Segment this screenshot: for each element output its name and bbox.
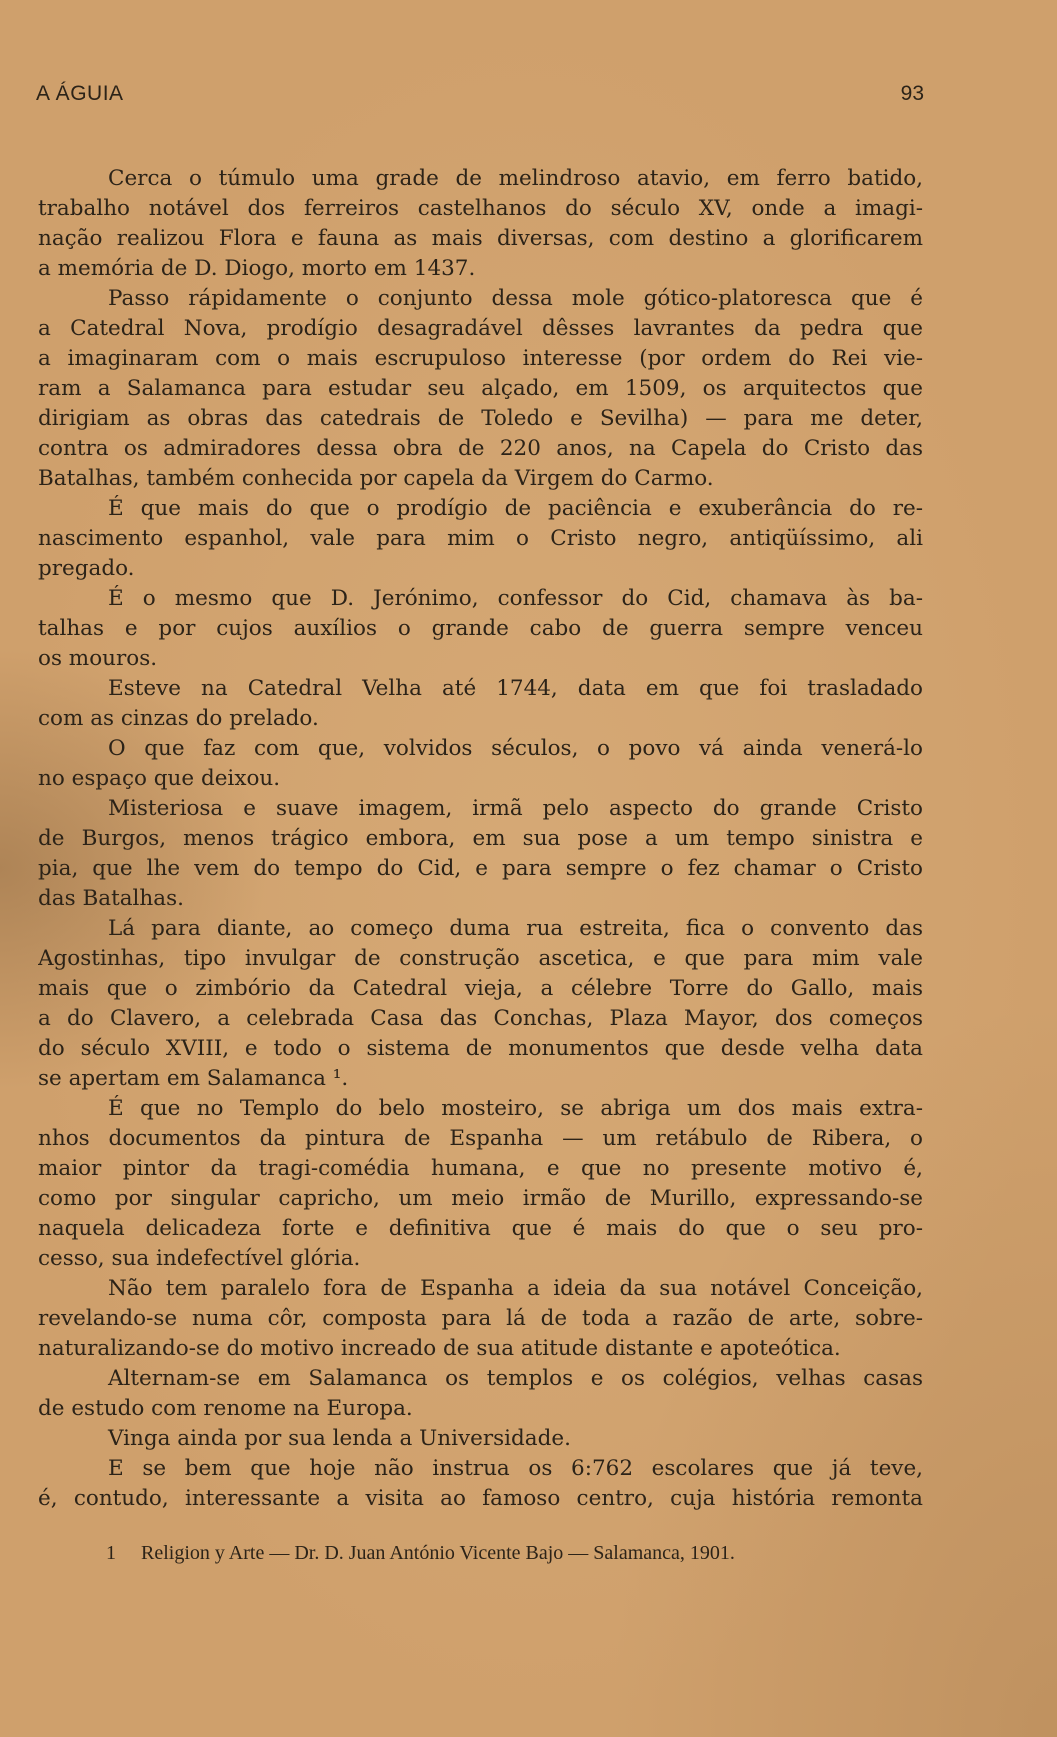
text-line: Lá para diante, ao começo duma rua estreita, fica o convento das xyxy=(108,916,923,941)
text-line: trabalho notável dos ferreiros castelhanos do século XV, onde a imagi- xyxy=(38,196,923,221)
text-line: talhas e por cujos auxílios o grande cabo de guerra sempre venceu xyxy=(38,616,923,641)
text-line: Não tem paralelo fora de Espanha a ideia da sua notável Conceição, xyxy=(108,1276,923,1301)
text-line: do século XVIII, e todo o sistema de monumentos que desde velha data xyxy=(38,1036,923,1061)
text-line: É que no Templo do belo mosteiro, se abriga um dos mais extra- xyxy=(108,1096,923,1121)
text-line: Vinga ainda por sua lenda a Universidade. xyxy=(108,1426,571,1451)
text-line: ram a Salamanca para estudar seu alçado, em 1509, os arquitectos que xyxy=(38,376,923,401)
text-line: a memória de D. Diogo, morto em 1437. xyxy=(38,256,476,281)
text-line: é, contudo, interessante a visita ao famoso centro, cuja história remonta xyxy=(38,1486,923,1511)
text-line: nhos documentos da pintura de Espanha — um retábulo de Ribera, o xyxy=(38,1126,923,1151)
text-line: contra os admiradores dessa obra de 220 anos, na Capela do Cristo das xyxy=(38,436,923,461)
text-line: como por singular capricho, um meio irmão de Murillo, expressando-se xyxy=(38,1186,923,1211)
text-line: Misteriosa e suave imagem, irmã pelo aspecto do grande Cristo xyxy=(108,796,923,821)
page-number: 93 xyxy=(900,82,924,105)
text-line: se apertam em Salamanca ¹. xyxy=(38,1066,349,1091)
text-line: pia, que lhe vem do tempo do Cid, e para sempre o fez chamar o Cristo xyxy=(38,856,923,881)
text-line: Esteve na Catedral Velha até 1744, data em que foi trasladado xyxy=(108,676,923,701)
text-line: dirigiam as obras das catedrais de Toledo e Sevilha) — para me deter, xyxy=(38,406,923,431)
text-line: É que mais do que o prodígio de paciência e exuberância do re- xyxy=(108,496,923,521)
footnote xyxy=(38,1538,923,1568)
text-line: os mouros. xyxy=(38,646,158,671)
text-line: naquela delicadeza forte e definitiva que é mais do que o seu pro- xyxy=(38,1216,923,1241)
footnote-text: Religion y Arte — Dr. D. Juan António Vicente Bajo — Salamanca, 1901. xyxy=(141,1542,735,1564)
text-line: no espaço que deixou. xyxy=(38,766,281,791)
text-line: nação realizou Flora e fauna as mais diversas, com destino a glorificarem xyxy=(38,226,923,251)
text-line: E se bem que hoje não instrua os 6:762 escolares que já teve, xyxy=(108,1456,923,1481)
footnote-number: 1 xyxy=(106,1542,116,1564)
text-line: naturalizando-se do motivo increado de sua atitude distante e apoteótica. xyxy=(38,1336,841,1361)
text-line: nascimento espanhol, vale para mim o Cristo negro, antiqüíssimo, ali xyxy=(38,526,923,551)
text-line: das Batalhas. xyxy=(38,886,184,911)
text-line: de Burgos, menos trágico embora, em sua pose a um tempo sinistra e xyxy=(38,826,923,851)
text-line: cesso, sua indefectível glória. xyxy=(38,1246,361,1271)
text-line: Batalhas, também conhecida por capela da Virgem do Carmo. xyxy=(38,466,714,491)
text-line: O que faz com que, volvidos séculos, o povo vá ainda venerá-lo xyxy=(108,736,923,761)
text-line: Passo rápidamente o conjunto dessa mole gótico-platoresca que é xyxy=(108,286,923,311)
running-title: A ÁGUIA xyxy=(36,82,124,105)
text-line: a imaginaram com o mais escrupuloso interesse (por ordem do Rei vie- xyxy=(38,346,923,371)
text-line: maior pintor da tragi-comédia humana, e que no presente motivo é, xyxy=(38,1156,923,1181)
text-line: Cerca o túmulo uma grade de melindroso atavio, em ferro batido, xyxy=(108,166,923,191)
text-line: Alternam-se em Salamanca os templos e os colégios, velhas casas xyxy=(108,1366,923,1391)
text-line: pregado. xyxy=(38,556,135,581)
text-line: É o mesmo que D. Jerónimo, confessor do Cid, chamava às ba- xyxy=(108,586,923,611)
text-line: Agostinhas, tipo invulgar de construção ascetica, e que para mim vale xyxy=(38,946,923,971)
text-line: a do Clavero, a celebrada Casa das Conchas, Plaza Mayor, dos começos xyxy=(38,1006,923,1031)
text-line: a Catedral Nova, prodígio desagradável dêsses lavrantes da pedra que xyxy=(38,316,923,341)
text-line: revelando-se numa côr, composta para lá de toda a razão de arte, sobre- xyxy=(38,1306,923,1331)
page-header xyxy=(36,82,924,112)
text-line: de estudo com renome na Europa. xyxy=(38,1396,413,1421)
text-line: mais que o zimbório da Catedral vieja, a célebre Torre do Gallo, mais xyxy=(38,976,923,1001)
body-text xyxy=(38,164,923,1514)
text-line: com as cinzas do prelado. xyxy=(38,706,319,731)
